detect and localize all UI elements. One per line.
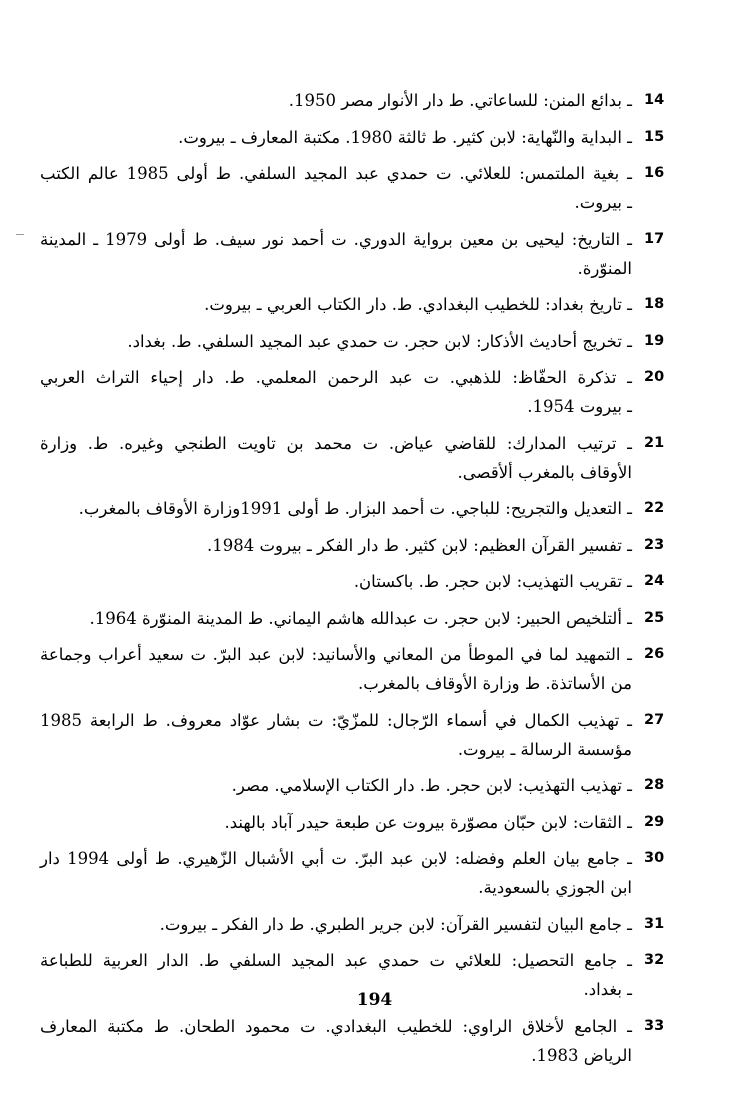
bibliography-entry [40,844,665,902]
entry-number: 25 [644,609,665,626]
entry-number: 33 [644,1017,665,1034]
bibliography-entry [40,640,665,698]
bibliography-entry [40,290,665,319]
entry-text: ـ التعديل والتجريح: للباجي. ت أحمد البزار. ط أولى 1991وزارة الأوقاف بالمغرب. [78,499,632,518]
entry-text: ـ التاريخ: ليحيى بن معين برواية الدوري. ت أحمد نور سيف. ط أولى 1979 ـ المدينة [40,229,632,249]
entry-text: ـ تهذيب الكمال في أسماء الرّجال: للمزّيّ: ت بشار عوّاد معروف. ط الرابعة 1985 [40,710,632,730]
bibliography-entry [40,771,665,800]
bibliography-entry [40,604,665,633]
bibliography-entry [40,327,665,356]
entry-text: ـ تقريب التهذيب: لابن حجر. ط. باكستان. [353,572,632,591]
entry-text-continued: ابن الجوزي بالسعودية. [478,878,632,897]
entry-text: ـ جامع البيان لتفسير القرآن: لابن جرير الطبري. ط دار الفكر ـ بيروت. [159,914,632,934]
bibliography-entry [40,86,665,115]
entry-number: 31 [644,915,665,932]
entry-text: ـ جامع بيان العلم وفضله: لابن عبد البرّ. ت أبي الأشبال الزّهيري. ط أولى 1994 دار [40,849,632,868]
entry-text: ـ ترتيب المدارك: للقاضي عياض. ت محمد بن تاويت الطنجي وغيره. ط. وزارة [40,433,632,453]
entry-number: 14 [644,92,665,108]
entry-text-continued: الأوقاف بالمغرب ألأقصى. [457,462,632,482]
entry-text-continued: ـ بيروت. [574,193,632,212]
entry-text: ـ تهذيب التهذيب: لابن حجر. ط. دار الكتاب الإسلامي. مصر. [231,776,632,795]
bibliography-entry [40,706,665,764]
bibliography-entry [40,567,665,596]
entry-number: 26 [644,646,665,662]
entry-text: ـ البداية والنّهاية: لابن كثير. ط ثالثة 1980. مكتبة المعارف ـ بيروت. [178,127,632,147]
bibliography-entry [40,494,665,523]
bibliography-list [40,86,665,1077]
entry-text-continued: ـ بغداد. [583,980,632,999]
entry-text-continued: من الأساتذة. ط وزارة الأوقاف بالمغرب. [357,674,632,693]
entry-text: ـ التمهيد لما في الموطأ من المعاني والأسانيد: لابن عبد البرّ. ت سعيد أعراب وجماعة [40,645,632,664]
bibliography-entry [40,808,665,837]
entry-text: ـ ألتلخيص الحبير: لابن حجر. ت عبدالله هاشم اليماني. ط المدينة المنوّرة 1964. [89,608,632,628]
entry-number: 21 [644,434,665,451]
entry-number: 20 [644,369,665,385]
bibliography-entry [40,429,665,487]
entry-text: ـ تذكرة الحفّاظ: للذهبي. ت عبد الرحمن المعلمي. ط. دار إحياء التراث العربي [40,368,632,387]
bibliography-entry [40,531,665,560]
bibliography-entry [40,910,665,939]
entry-number: 32 [644,952,665,968]
entry-number: 29 [644,813,665,830]
bibliography-entry [40,225,665,283]
entry-text: ـ بدائع المنن: للساعاتي. ط دار الأنوار مصر 1950. [288,91,632,110]
entry-text: ـ تاريخ بغداد: للخطيب البغدادي. ط. دار الكتاب العربي ـ بيروت. [204,295,632,314]
entry-text-continued: مؤسسة الرسالة ـ بيروت. [457,739,632,759]
entry-number: 23 [644,536,665,553]
bibliography-entry [40,159,665,217]
entry-text: ـ جامع التحصيل: للعلائي ت حمدي عبد المجيد السلفي ط. الدار العربية للطباعة [40,951,632,970]
bibliography-entry [40,123,665,152]
bibliography-entry [40,1012,665,1070]
entry-text: ـ الثقات: لابن حبّان مصوّرة بيروت عن طبعة حيدر آباد بالهند. [224,812,632,832]
entry-number: 15 [644,128,665,145]
entry-number: 24 [644,573,665,589]
entry-text: ـ تفسير القرآن العظيم: لابن كثير. ط دار الفكر ـ بيروت 1984. [207,535,632,555]
entry-number: 27 [644,711,665,728]
entry-number: 18 [644,296,665,312]
entry-number: 19 [644,332,665,349]
entry-number: 17 [644,230,665,247]
entry-number: 16 [644,165,665,181]
bibliography-entry [40,363,665,421]
entry-number: 30 [644,850,665,866]
entry-text-continued: الرياض 1983. [531,1045,632,1065]
entry-text-continued: المنوّرة. [577,258,632,278]
margin-mark [16,234,24,235]
entry-number: 22 [644,500,665,516]
entry-text-continued: ـ بيروت 1954. [527,397,632,416]
entry-text: ـ الجامع لأخلاق الراوي: للخطيب البغدادي. ت محمود الطحان. ط مكتبة المعارف [40,1016,632,1036]
entry-number: 28 [644,777,665,793]
page-number: 194 [356,990,393,1010]
entry-text: ـ بغية الملتمس: للعلائي. ت حمدي عبد المجيد السلفي. ط أولى 1985 عالم الكتب [40,164,632,183]
entry-text: ـ تخريج أحاديث الأذكار: لابن حجر. ت حمدي عبد المجيد السلفي. ط. بغداد. [127,331,632,351]
